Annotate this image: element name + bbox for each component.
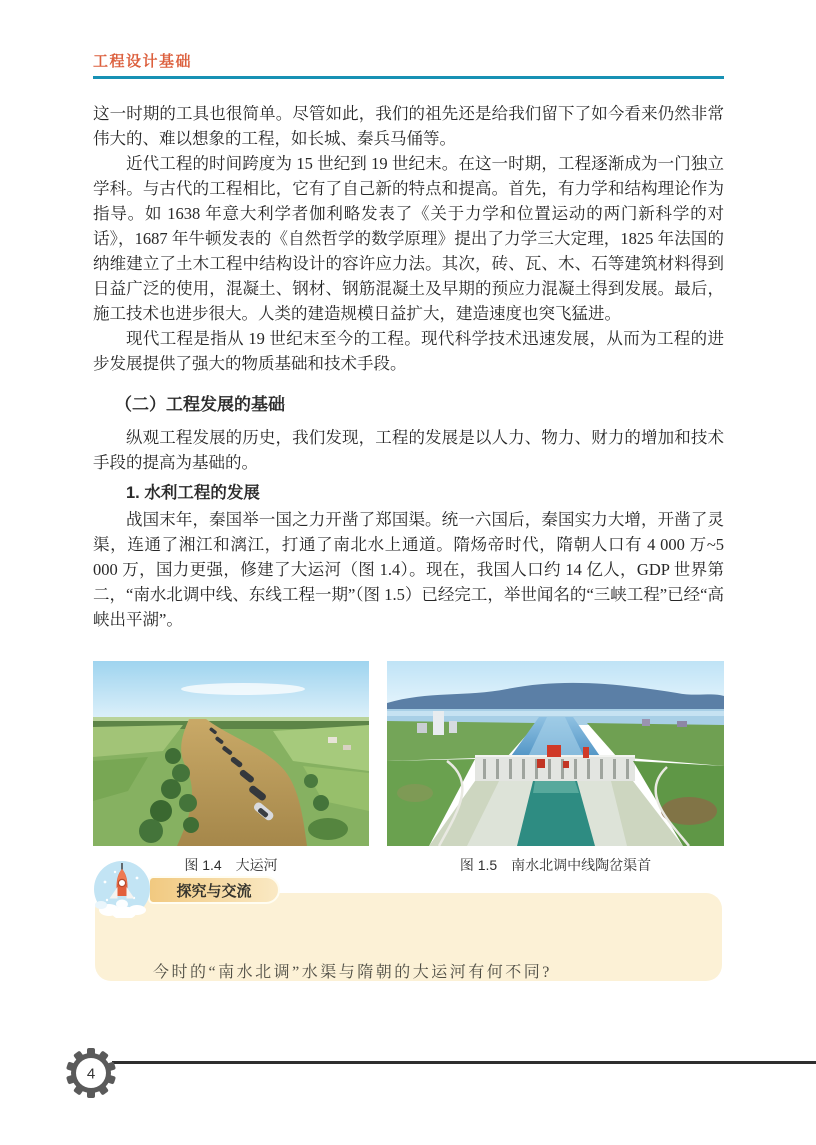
body-paragraph: 近代工程的时间跨度为 15 世纪到 19 世纪末。在这一时期，工程逐渐成为一门独立学科。与古代的工程相比，它有了自己新的特点和提高。首先，有力学和结构理论作为指导。如 1638 年意大利学者伽利略发表了《关于力学和位置运动的两门新科学的对话》，1687 年牛顿发表的《自然哲学的数学原理》提出了力学三大定理，1825 年法国的纳维建立了土木工程中结构设计的容许应力法。其次，砖、瓦、木、石等建筑材料得到日益广泛的使用，混凝土、钢材、钢筋混凝土及早期的预应力混凝土得到发展。最后，施工技术也进步很大。人类的建造规模日益扩大，建造速度也突飞猛进。 bbox=[93, 154, 724, 323]
body-paragraph: 这一时期的工具也很简单。尽管如此，我们的祖先还是给我们留下了如今看来仍然非常伟大的、难以想象的工程，如长城、秦兵马俑等。 bbox=[93, 104, 724, 148]
section-heading: （二）工程发展的基础 bbox=[115, 395, 285, 414]
explore-callout bbox=[93, 860, 724, 982]
body-paragraph: 纵观工程发展的历史，我们发现，工程的发展是以人力、物力、财力的增加和技术手段的提高为基础的。 bbox=[93, 428, 724, 472]
callout-box bbox=[95, 893, 722, 981]
gear-page-number-icon bbox=[65, 1047, 117, 1099]
body-paragraph: 现代工程是指从 19 世纪末至今的工程。现代科学技术迅速发展，从而为工程的进步发展提供了强大的物质基础和技术手段。 bbox=[93, 329, 724, 373]
figure-1-5 bbox=[387, 661, 724, 875]
callout-tab bbox=[148, 876, 280, 904]
rocket-icon bbox=[93, 860, 151, 918]
figures-row bbox=[93, 661, 724, 875]
footer-rule bbox=[112, 1061, 816, 1064]
figure-1-4-caption: 图 1.4 大运河 bbox=[184, 857, 278, 873]
canal-photo-illustration bbox=[93, 661, 369, 846]
page-number: 4 bbox=[86, 1065, 96, 1083]
figure-1-5-photo bbox=[387, 661, 724, 846]
body-paragraph: 战国末年，秦国举一国之力开凿了郑国渠。统一六国后，秦国实力大增，开凿了灵渠，连通了湘江和漓江，打通了南北水上通道。隋炀帝时代，隋朝人口有 4 000 万~5 000 万，国力更强，修建了大运河（图 1.4）。现在，我国人口约 14 亿人，GDP 世界第二，“南水北调中线、东线工程一期”（图 1.5）已经完工，举世闻名的“三峡工程”已经“高峡出平湖”。 bbox=[93, 510, 724, 629]
figure-1-4-photo bbox=[93, 661, 369, 846]
callout-tab-label: 探究与交流 bbox=[176, 882, 252, 900]
callout-question: 今时的“南水北调”水渠与隋朝的大运河有何不同? bbox=[153, 964, 552, 981]
subsection-heading: 1. 水利工程的发展 bbox=[126, 484, 260, 502]
running-head-title: 工程设计基础 bbox=[93, 53, 193, 70]
dam-photo-illustration bbox=[387, 661, 724, 846]
page-header bbox=[93, 50, 724, 79]
figure-1-5-caption: 图 1.5 南水北调中线陶岔渠首 bbox=[459, 857, 652, 873]
page-content bbox=[93, 101, 724, 875]
figure-1-4 bbox=[93, 661, 369, 875]
